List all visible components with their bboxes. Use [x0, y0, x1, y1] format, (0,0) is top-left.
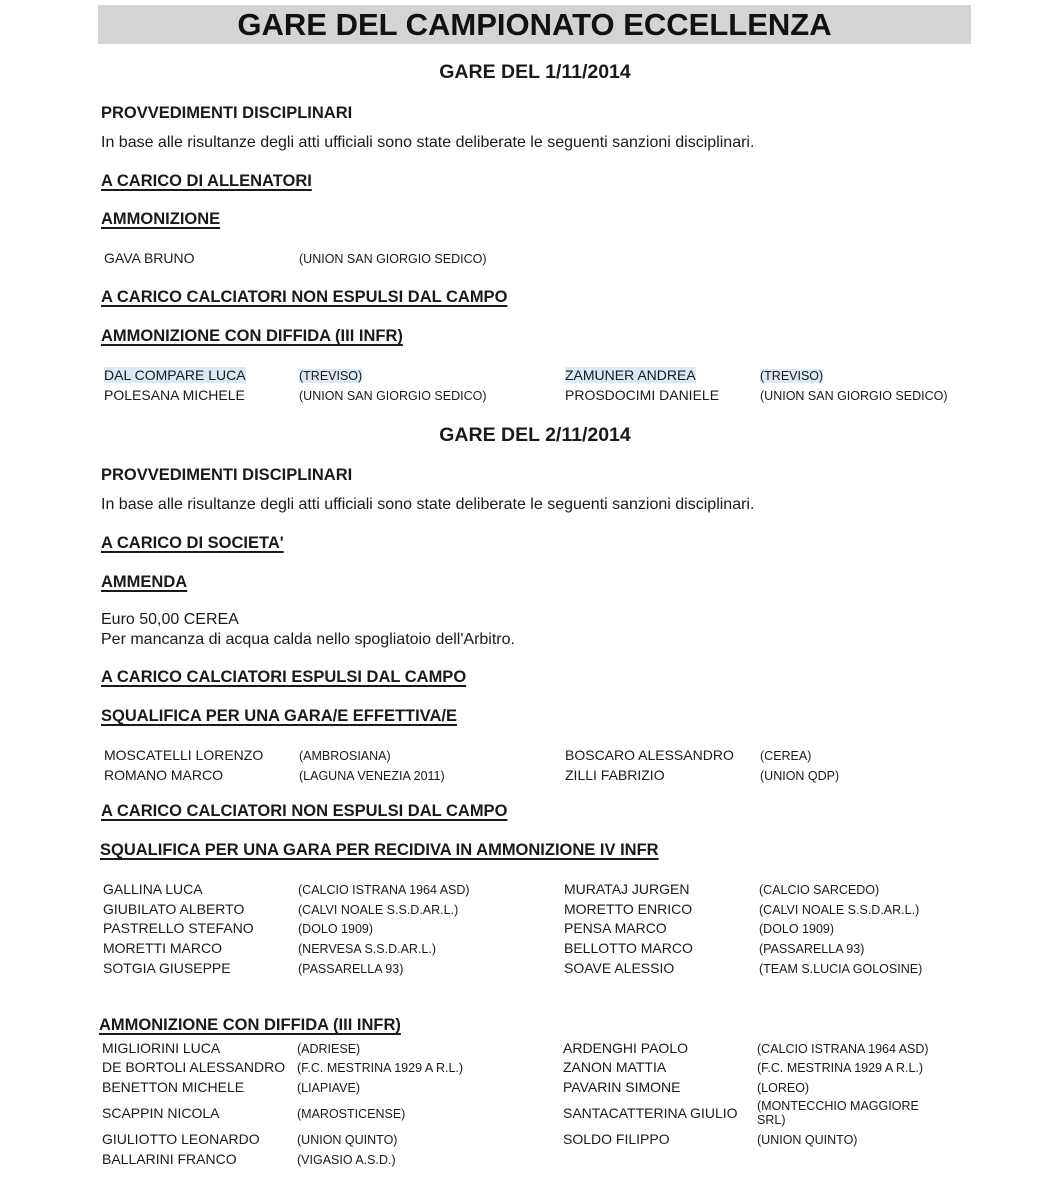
player-name: ARDENGHI PAOLO — [563, 1040, 688, 1056]
section-squalifica-effettiva: SQUALIFICA PER UNA GARA/E EFFETTIVA/E — [101, 707, 457, 725]
provvedimenti-heading-2: PROVVEDIMENTI DISCIPLINARI — [101, 466, 353, 484]
player-name: PAVARIN SIMONE — [563, 1079, 681, 1095]
intro-text-2: In base alle risultanze degli atti ufficiali sono state deliberate le seguenti sanzioni disciplinari. — [101, 496, 755, 513]
player-name: SOLDO FILIPPO — [563, 1131, 670, 1147]
player-name: PENSA MARCO — [564, 920, 667, 936]
ammenda-amount: Euro 50,00 CEREA — [101, 611, 239, 628]
team-name: (DOLO 1909) — [298, 922, 374, 936]
player-name: SOAVE ALESSIO — [564, 960, 675, 976]
team-name: (TREVISO) — [299, 369, 363, 383]
team-name: (UNION QDP) — [760, 769, 840, 783]
player-name: GIUBILATO ALBERTO — [103, 901, 245, 917]
date-heading-1: GARE DEL 1/11/2014 — [439, 61, 631, 83]
team-name: (F.C. MESTRINA 1929 A R.L.) — [297, 1061, 464, 1075]
player-name: GAVA BRUNO — [104, 250, 195, 266]
team-name: (UNION SAN GIORGIO SEDICO) — [299, 252, 487, 266]
player-name: BELLOTTO MARCO — [564, 940, 693, 956]
team-name: (PASSARELLA 93) — [298, 962, 404, 976]
player-name: PASTRELLO STEFANO — [103, 920, 254, 936]
player-name: ZAMUNER ANDREA — [565, 367, 696, 383]
player-name: DAL COMPARE LUCA — [104, 367, 246, 383]
team-name: (CALVI NOALE S.S.D.AR.L.) — [298, 903, 459, 917]
player-name: SANTACATTERINA GIULIO — [563, 1105, 738, 1121]
team-name: (UNION QUINTO) — [757, 1133, 858, 1147]
team-name: (LOREO) — [757, 1081, 810, 1095]
team-name: (TREVISO) — [760, 369, 824, 383]
player-name: ZANON MATTIA — [563, 1059, 667, 1075]
player-name: MURATAJ JURGEN — [564, 881, 690, 897]
team-name: (VIGASIO A.S.D.) — [297, 1153, 396, 1167]
team-name: (PASSARELLA 93) — [759, 942, 865, 956]
section-squalifica-recidiva: SQUALIFICA PER UNA GARA PER RECIDIVA IN AMMONIZIONE IV INFR — [100, 841, 659, 859]
section-allenatori: A CARICO DI ALLENATORI — [101, 172, 312, 190]
player-name: BALLARINI FRANCO — [102, 1151, 237, 1167]
section-diffida-1: AMMONIZIONE CON DIFFIDA (III INFR) — [101, 327, 403, 345]
player-name: POLESANA MICHELE — [104, 387, 245, 403]
team-name: (CALCIO SARCEDO) — [759, 883, 880, 897]
player-name: BENETTON MICHELE — [102, 1079, 245, 1095]
player-name: BOSCARO ALESSANDRO — [565, 747, 734, 763]
team-name: (UNION QUINTO) — [297, 1133, 398, 1147]
player-name: SCAPPIN NICOLA — [102, 1105, 220, 1121]
player-name: SOTGIA GIUSEPPE — [103, 960, 231, 976]
document-title: GARE DEL CAMPIONATO ECCELLENZA — [98, 5, 971, 44]
date-heading-2: GARE DEL 2/11/2014 — [439, 424, 631, 446]
team-name: (AMBROSIANA) — [299, 749, 391, 763]
team-name: (TEAM S.LUCIA GOLOSINE) — [759, 962, 923, 976]
team-name: (UNION SAN GIORGIO SEDICO) — [760, 389, 948, 403]
team-name: (CEREA) — [760, 749, 812, 763]
section-societa: A CARICO DI SOCIETA' — [101, 534, 284, 552]
player-name: PROSDOCIMI DANIELE — [565, 387, 720, 403]
player-name: DE BORTOLI ALESSANDRO — [102, 1059, 286, 1075]
team-name: (LIAPIAVE) — [297, 1081, 360, 1095]
section-non-espulsi-2: A CARICO CALCIATORI NON ESPULSI DAL CAMPO — [101, 802, 508, 820]
team-name: (MONTECCHIO MAGGIORE SRL) — [757, 1099, 919, 1127]
player-name: ZILLI FABRIZIO — [565, 767, 665, 783]
team-name: (CALVI NOALE S.S.D.AR.L.) — [759, 903, 920, 917]
intro-text-1: In base alle risultanze degli atti ufficiali sono state deliberate le seguenti sanzioni disciplinari. — [101, 134, 755, 151]
provvedimenti-heading-1: PROVVEDIMENTI DISCIPLINARI — [101, 104, 353, 122]
ammenda-reason: Per mancanza di acqua calda nello spogliatoio dell'Arbitro. — [101, 631, 515, 648]
team-name: (UNION SAN GIORGIO SEDICO) — [299, 389, 487, 403]
section-espulsi: A CARICO CALCIATORI ESPULSI DAL CAMPO — [101, 668, 467, 686]
section-ammonizione: AMMONIZIONE — [101, 210, 221, 228]
player-name: MIGLIORINI LUCA — [102, 1040, 221, 1056]
player-name: MOSCATELLI LORENZO — [104, 747, 264, 763]
player-name: GALLINA LUCA — [103, 881, 203, 897]
section-ammenda: AMMENDA — [101, 573, 188, 591]
player-name: GIULIOTTO LEONARDO — [102, 1131, 260, 1147]
team-name: (NERVESA S.S.D.AR.L.) — [298, 942, 437, 956]
team-name: (CALCIO ISTRANA 1964 ASD) — [757, 1042, 929, 1056]
player-name: MORETTO ENRICO — [564, 901, 693, 917]
player-name: ROMANO MARCO — [104, 767, 223, 783]
section-diffida-2: AMMONIZIONE CON DIFFIDA (III INFR) — [99, 1016, 401, 1034]
section-non-espulsi-1: A CARICO CALCIATORI NON ESPULSI DAL CAMPO — [101, 288, 508, 306]
team-name: (DOLO 1909) — [759, 922, 835, 936]
team-name: (MAROSTICENSE) — [297, 1107, 406, 1121]
player-name: MORETTI MARCO — [103, 940, 222, 956]
team-name: (F.C. MESTRINA 1929 A R.L.) — [757, 1061, 924, 1075]
team-name: (ADRIESE) — [297, 1042, 361, 1056]
team-name: (CALCIO ISTRANA 1964 ASD) — [298, 883, 470, 897]
team-name: (LAGUNA VENEZIA 2011) — [299, 769, 445, 783]
